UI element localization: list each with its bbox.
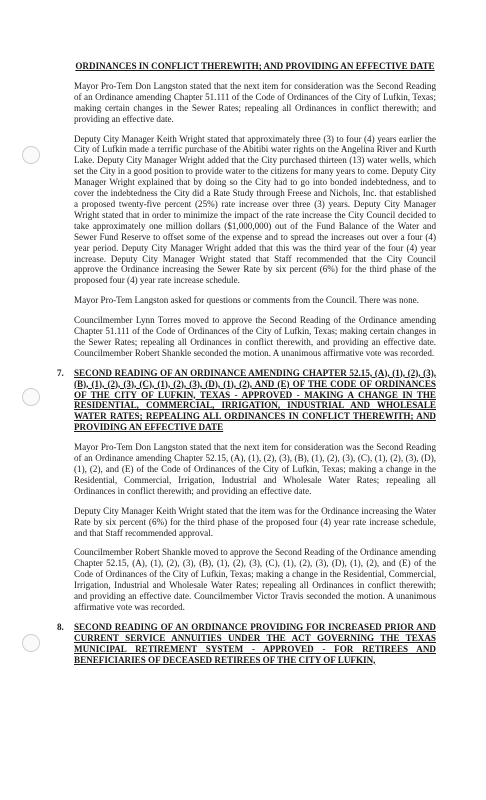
punch-hole-top	[22, 146, 40, 164]
section-heading-continued: ORDINANCES IN CONFLICT THEREWITH; AND PROVIDING AN EFFECTIVE DATE	[75, 61, 435, 71]
item-heading: SECOND READING OF AN ORDINANCE PROVIDING FOR INCREASED PRIOR AND CURRENT SERVICE ANNUITIES UNDER THE ACT GOVERNING THE TEXAS MUNICIPAL RETIREMENT SYSTEM - APPROVED - FOR RETIREES AND BENEFICIARIES OF DECEASED RETIREES OF THE CITY OF LUFKIN,	[74, 621, 436, 665]
paragraph: Deputy City Manager Keith Wright stated that the item was for the Ordinance increasing the Water Rate by six percent (6%) for the third phase of the proposed four (4) year rate increase schedule, and that Staff recommended approval.	[74, 505, 436, 538]
paragraph: Deputy City Manager Keith Wright stated that approximately three (3) to four (4) years earlier the City of Lufkin made a terrific purchase of the Abitibi water rights on the Angelina River and Kurth Lake. Deputy City Manager Wright added that the City purchased thirteen (13) water wells, which set the City in a good position to provide water to the citizens for many years to come. Deputy City Manager Wright explained that by doing so the City had to go into bonded indebtedness, and to cover the indebtedness the City did a Rate Study through Freese and Nichols, Inc. that established a proposed twenty-five percent (25%) rate increase over three (3) years. Deputy City Manager Wright stated that in order to minimize the impact of the rate increase the City Council decided to take approximately one million dollars ($1,000,000) out of the Fund Balance of the Water and Sewer Fund Reserve to offset some of the expense and to spread the increases out over a four (4) year period. Deputy City Manager Wright added that this was the third year of the four (4) year increase. Deputy City Manager Wright stated that Staff recommended that the City Council approve the Ordinance increasing the Sewer Rate by six percent (6%) for the third phase of the proposed four (4) year rate increase schedule.	[74, 133, 436, 286]
paragraph: Councilmember Robert Shankle moved to approve the Second Reading of the Ordinance amending Chapter 52.15, (A), (1), (2), (3), (B), (1), (2), (3), (C), (1), (2), (3), (D), (1), (2), and (E) of the Code of Ordinances of the City of Lufkin, Texas; making a change in the Residential, Commercial, Irrigation, Industrial and Wholesale Water Rates; repealing all Ordinances in conflict therewith; and providing an effective date. Councilmember Victor Travis seconded the motion. A unanimous affirmative vote was recorded.	[74, 547, 436, 612]
document-body	[57, 61, 436, 675]
agenda-item-7	[57, 367, 436, 433]
agenda-item-8	[57, 621, 436, 666]
item-number: 7.	[57, 367, 64, 378]
paragraph: Mayor Pro-Tem Don Langston stated that the next item for consideration was the Second Reading of an Ordinance amending Chapter 51.111 of the Code of Ordinances of the City of Lufkin, Texas; making certain changes in the Sewer Rates; repealing all Ordinances in conflict therewith; and providing an effective date.	[74, 80, 436, 124]
paragraph: Mayor Pro-Tem Don Langston stated that the next item for consideration was the Second Reading of an Ordinance amending Chapter 52.15, (A), (1), (2), (3), (B), (1), (2), (3), (C), (1), (2), (3), (D), (1), (2), and (E) of the Code of Ordinances of the City of Lufkin, Texas; making a change in the Residential, Commercial, Irrigation, Industrial and Wholesale Water Rates; repealing all Ordinances in conflict therewith; and providing an effective date.	[74, 442, 436, 496]
paragraph: Mayor Pro-Tem Langston asked for questions or comments from the Council. There was none.	[74, 295, 419, 306]
paragraph: Councilmember Lynn Torres moved to approve the Second Reading of the Ordinance amending Chapter 51.111 of the Code of Ordinances of the City of Lufkin, Texas; making certain changes in the Sewer Rates; repealing all Ordinances in conflict therewith, and providing an effective date. Councilmember Robert Shankle seconded the motion. A unanimous affirmative vote was recorded.	[74, 315, 436, 358]
item-number: 8.	[57, 621, 64, 632]
punch-hole-bottom	[22, 634, 40, 652]
punch-hole-middle	[22, 388, 40, 406]
item-heading: SECOND READING OF AN ORDINANCE AMENDING CHAPTER 52.15, (A), (1), (2), (3), (B), (1), (2), (3), (C), (1), (2), (3), (D), (1), (2), AND (E) OF THE CODE OF ORDINANCES OF THE CITY OF LUFKIN, TEXAS - APPROVED - MAKING A CHANGE IN THE RESIDENTIAL, COMMERCIAL, IRRIGATION, INDUSTRIAL AND WHOLESALE WATER RATES; REPEALING ALL ORDINANCES IN CONFLICT THEREWITH; AND PROVIDING AN EFFECTIVE DATE	[74, 367, 436, 433]
